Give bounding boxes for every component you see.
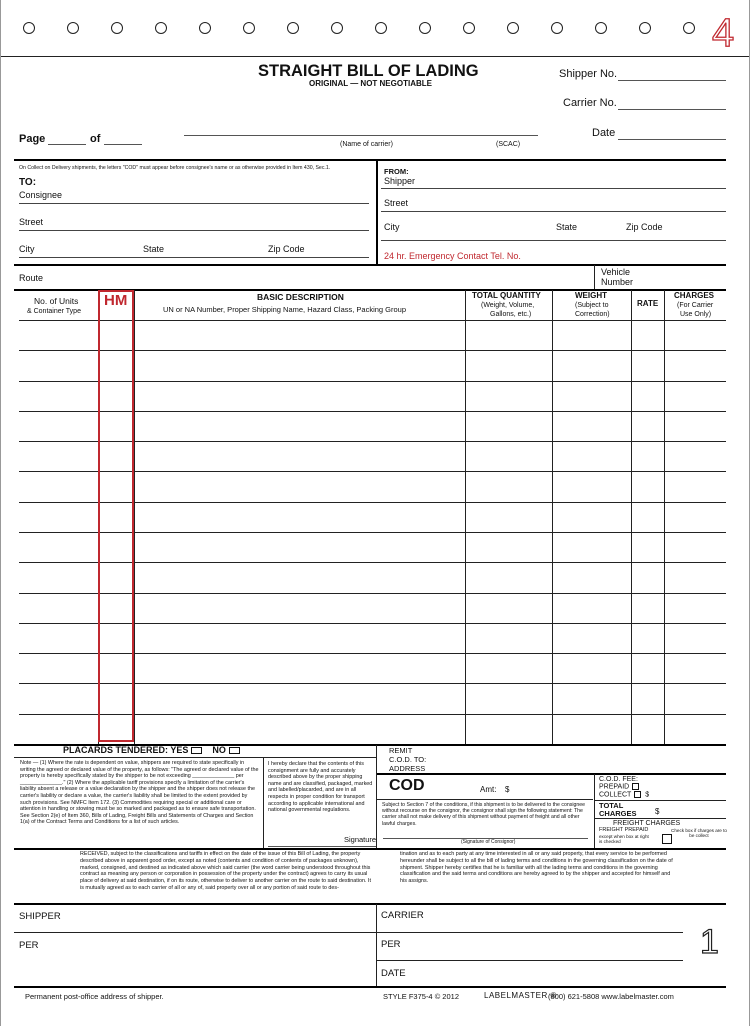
- col-rate-header: RATE: [637, 299, 659, 308]
- placards-yes-checkbox[interactable]: [191, 747, 202, 754]
- col-desc-header: BASIC DESCRIPTION: [257, 292, 344, 302]
- cod-label: COD: [389, 777, 425, 794]
- declare-divider: [263, 758, 264, 848]
- col-weight-sub2: Correction): [575, 311, 610, 318]
- signature-bottom-divider: [14, 986, 726, 988]
- binder-hole: [199, 22, 211, 34]
- except-text: except when box at right is checked: [599, 834, 649, 845]
- copy-number: 4: [712, 11, 735, 55]
- col-qty-header: TOTAL QUANTITY: [472, 291, 541, 300]
- signature-top-divider: [14, 903, 726, 905]
- page-total-field[interactable]: [104, 144, 142, 145]
- per-right-field[interactable]: [377, 960, 683, 961]
- page-subtitle: ORIGINAL — NOT NEGOTIABLE: [309, 79, 432, 88]
- carrier-no-field[interactable]: [618, 109, 726, 110]
- placards-label: [63, 746, 240, 755]
- cod-section-divider: [377, 799, 593, 800]
- binder-hole: [111, 22, 123, 34]
- to-from-divider: [376, 160, 378, 264]
- cod-fee-label: C.O.D. FEE:: [599, 776, 638, 783]
- col-weight-sub1: (Subject to: [575, 302, 609, 309]
- binder-hole: [67, 22, 79, 34]
- signature-label: Signature: [344, 835, 377, 844]
- table-column-divider: [465, 290, 466, 744]
- shipper-no-label: Shipper No.: [559, 68, 618, 80]
- binder-hole: [375, 22, 387, 34]
- signature-mid-divider: [376, 904, 377, 987]
- shipper-sig-field[interactable]: [14, 932, 376, 933]
- consignor-signature-caption: (Signature of Consignor): [461, 839, 516, 845]
- brand-logo-text: LABELMASTER ®: [484, 991, 557, 1000]
- from-zip-label: Zip Code: [626, 222, 663, 232]
- scac-caption: (SCAC): [496, 141, 521, 148]
- placards-yes-label: YES: [170, 745, 189, 755]
- date-field[interactable]: [618, 139, 726, 140]
- fee-dollar: $: [645, 791, 650, 799]
- prepaid-label: [599, 783, 639, 790]
- consignee-label: Consignee: [19, 190, 63, 200]
- col-weight-header: WEIGHT: [575, 291, 607, 300]
- prepaid-text: PREPAID: [599, 783, 630, 791]
- cod-amt-label: Amt:: [480, 785, 497, 794]
- shipper-label: Shipper: [384, 176, 416, 186]
- col-units-header: No. of Units: [34, 296, 79, 306]
- freight-prepaid-label: FREIGHT PREPAID: [599, 827, 649, 833]
- binder-hole: [639, 22, 651, 34]
- binder-hole: [331, 22, 343, 34]
- vehicle-label: Vehicle: [601, 267, 631, 277]
- vehicle-divider: [594, 265, 595, 290]
- of-label: of: [90, 133, 101, 145]
- from-label: FROM:: [384, 167, 409, 176]
- table-column-divider: [631, 290, 632, 744]
- total-dollar: $: [655, 807, 660, 816]
- style-text: STYLE F375-4 © 2012: [383, 992, 459, 1001]
- date-sig-label: DATE: [381, 968, 406, 979]
- signature-field[interactable]: [268, 846, 376, 847]
- remit-label-1: REMIT: [389, 746, 413, 755]
- col-qty-sub2: Gallons, etc.): [490, 311, 532, 318]
- charges-label: CHARGES: [599, 809, 637, 818]
- table-column-divider: [664, 290, 665, 744]
- binder-hole: [243, 22, 255, 34]
- remit-label-3: ADDRESS: [389, 764, 426, 773]
- cod-top-divider: [377, 773, 726, 775]
- binder-hole: [23, 22, 35, 34]
- from-street-field[interactable]: [381, 211, 726, 212]
- to-label: TO:: [19, 177, 37, 188]
- cod-note: On Collect on Delivery shipments, the letters "COD" must appear before consignee's name or as otherwise provided in Item 430, Sec.1.: [19, 165, 331, 171]
- carrier-no-label: Carrier No.: [563, 97, 617, 109]
- placards-no-label: NO: [212, 745, 226, 755]
- binder-hole: [419, 22, 431, 34]
- lower-mid-divider: [376, 745, 377, 848]
- binder-hole: [287, 22, 299, 34]
- binder-hole: [155, 22, 167, 34]
- from-city-field[interactable]: [381, 240, 726, 241]
- shipper-field[interactable]: [381, 188, 726, 189]
- from-city-label: City: [384, 222, 400, 232]
- binder-hole: [683, 22, 695, 34]
- received-top-divider: [14, 848, 726, 850]
- carrier-name-caption: (Name of carrier): [340, 141, 393, 148]
- check-box-text: Check box if charges are to be collect: [671, 828, 727, 839]
- emergency-contact-label: 24 hr. Emergency Contact Tel. No.: [384, 251, 521, 261]
- placards-text: PLACARDS TENDERED:: [63, 745, 169, 755]
- binder-hole: [507, 22, 519, 34]
- phone-website-text: (800) 621-5808 www.labelmaster.com: [548, 992, 674, 1001]
- prepaid-checkbox[interactable]: [632, 783, 639, 790]
- page-title: STRAIGHT BILL OF LADING: [258, 62, 479, 80]
- placards-divider: [14, 757, 376, 758]
- to-zip-label: Zip Code: [268, 244, 305, 254]
- binder-hole: [463, 22, 475, 34]
- received-text-left: RECEIVED, subject to the classifications and tariffs in effect on the date of the issue of this Bill of Lading, the property described above in apparent good order, except as noted (contents and condition of contents of packages unknown), marked, consigned, and destined as indicated above which said carrier (the word carrier being understood throughout this contract as meaning any person or corporation in possession of the property under the contract) agrees to carry its usual place of delivery at said destination, if on its route, otherwise to deliver to another carrier on the route to said destination. It is mutually agreed as to each carrier of all or any of, said property over all or any portion of said route to des-: [80, 851, 371, 891]
- per-left-label: PER: [19, 940, 39, 951]
- freight-divider: [594, 818, 726, 819]
- from-street-label: Street: [384, 198, 409, 208]
- route-top-divider: [14, 264, 726, 266]
- carrier-sig-field[interactable]: [377, 932, 683, 933]
- carrier-name-field[interactable]: [184, 135, 538, 136]
- collect-text: COLLECT: [599, 791, 632, 799]
- vehicle-number-label: Number: [601, 277, 634, 287]
- section7-text: Subject to Section 7 of the conditions, if this shipment is to be delivered to the consignee without recourse on the consignor, the consignor shall sign the following statement: The carrier shall not make delivery of this shipment without payment of freight and all other lawful charges.: [382, 802, 586, 827]
- table-column-divider: [134, 290, 135, 744]
- shipper-no-field[interactable]: [618, 80, 726, 81]
- shipper-sig-label: SHIPPER: [19, 911, 61, 922]
- binder-hole: [595, 22, 607, 34]
- to-city-field[interactable]: [19, 257, 369, 258]
- fee-divider: [594, 774, 595, 848]
- table-column-divider: [552, 290, 553, 744]
- col-units-subheader: & Container Type: [27, 308, 81, 315]
- per-right-label: PER: [381, 939, 401, 950]
- col-desc-subheader: UN or NA Number, Proper Shipping Name, Hazard Class, Packing Group: [163, 305, 407, 314]
- col-qty-sub1: (Weight, Volume,: [481, 302, 535, 309]
- date-label: Date: [592, 127, 616, 139]
- hm-column-highlight: [98, 290, 134, 742]
- part-number: 1: [700, 923, 719, 961]
- route-label: Route: [19, 273, 44, 283]
- from-state-label: State: [556, 222, 578, 232]
- header-divider: [14, 159, 726, 161]
- perforation-line: [0, 56, 750, 57]
- col-charges-header: CHARGES: [674, 291, 715, 300]
- col-charges-sub1: (For Carrier: [677, 302, 714, 309]
- declaration-text: I hereby declare that the contents of this consignment are fully and accurately described above by the proper shipping name and are classified, packaged, marked and labelled/placarded, and are in all respects in proper condition for transport according to applicable international and national governmental regulations.: [268, 761, 373, 814]
- liability-note: Note — (1) Where the rate is dependent on value, shippers are required to state specifically in writing the agreed or declared value of the property, as follows: "The agreed or declared value of the property is hereby specifically stated by the shipper to be not exceeding ______________ per ______________." (2) Where the applicable tariff provisions specify a limitation of the carrier's liability absent a release or a value declaration by the shipper and the shipper does not release the carrier's liability or declare a value, the carrier's liability shall be limited to the extent provided by such provisions. See NMFC Item 172. (3) Commodities requiring special or additional care or attention in handling or stowing must be so marked and packaged as to ensure safe transportation. See Section 2(e) of Item 360, Bills of Lading, Freight Bills and Statements of Charges and Section 1(a) of the Contract Terms and Conditions for a list of such articles.: [20, 760, 259, 826]
- total-label: TOTAL: [599, 801, 624, 810]
- to-state-label: State: [143, 244, 165, 254]
- placards-no-checkbox[interactable]: [229, 747, 240, 754]
- page-field[interactable]: [48, 144, 86, 145]
- col-charges-sub2: Use Only): [680, 311, 712, 318]
- remit-label-2: C.O.D. TO:: [389, 755, 427, 764]
- freight-charges-label: FREIGHT CHARGES: [613, 820, 681, 827]
- to-street-field[interactable]: [19, 230, 369, 231]
- binder-hole: [551, 22, 563, 34]
- to-street-label: Street: [19, 217, 44, 227]
- permanent-address-note: Permanent post-office address of shipper.: [25, 992, 164, 1001]
- col-hm-header: HM: [104, 292, 128, 309]
- collect-label: [599, 791, 649, 798]
- page-left-border: [0, 0, 1, 1026]
- consignee-field[interactable]: [19, 203, 369, 204]
- received-text-right: tination and as to each party at any time interested in all or any said property, that every service to be performed hereunder shall be subject to all the bill of lading terms and conditions in the governing classification on the date of shipment. Shipper hereby certifies that he is familiar with all the lading terms and conditions in the governing classification and the said terms and conditions are hereby agreed to by the shipper and accepted for himself and his assigns.: [400, 851, 673, 885]
- carrier-sig-label: CARRIER: [381, 910, 424, 921]
- cod-amt-dollar: $: [505, 785, 510, 794]
- page-label: Page: [19, 133, 46, 145]
- freight-collect-checkbox[interactable]: [662, 834, 672, 844]
- collect-checkbox[interactable]: [634, 791, 641, 798]
- to-city-label: City: [19, 244, 35, 254]
